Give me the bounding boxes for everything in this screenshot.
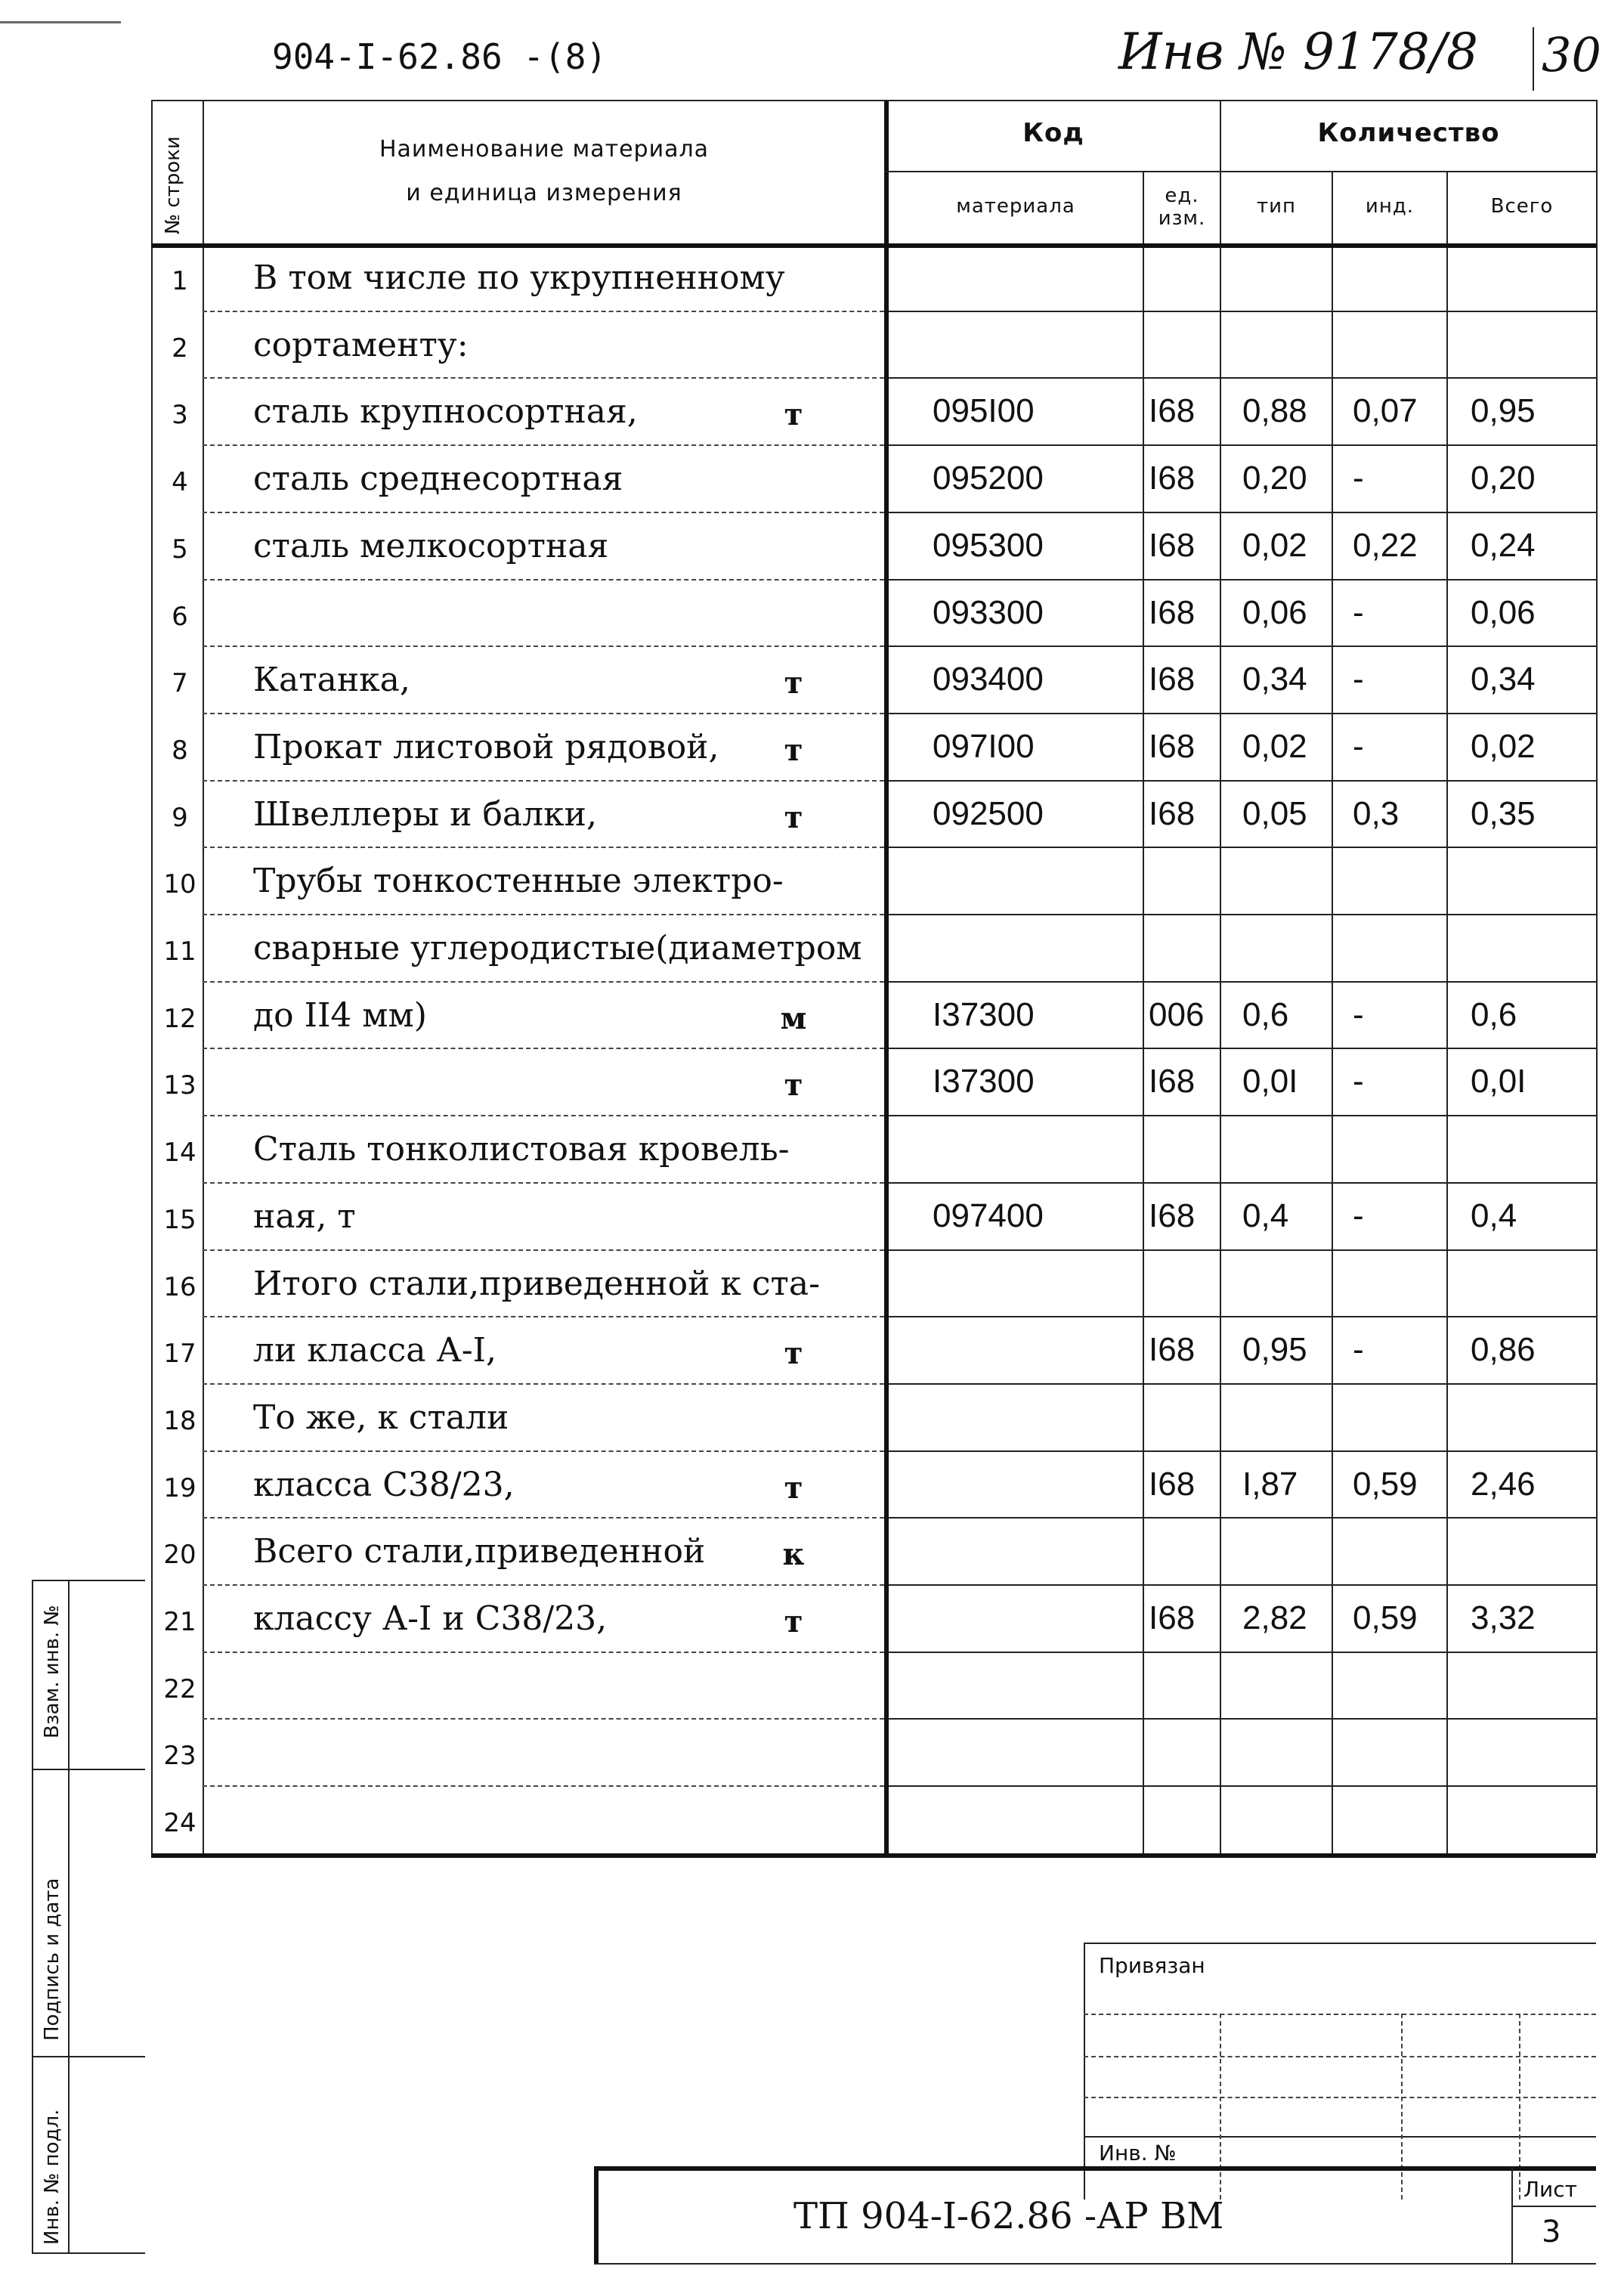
material-unit: к xyxy=(782,1537,805,1573)
ind-col-border xyxy=(1446,172,1448,1853)
material-name: классу А-I и С38/23, xyxy=(253,1599,608,1638)
header-qty-total: Всего xyxy=(1490,195,1554,218)
page-number: 30 xyxy=(1542,27,1601,82)
material-name: сварные углеродистые(диаметром xyxy=(253,929,862,967)
bound-divider-3 xyxy=(1519,2014,1520,2200)
qty-ind-cell: - xyxy=(1353,995,1364,1033)
qty-total-cell: 0,35 xyxy=(1471,794,1536,832)
header-code-unit-1: ед. xyxy=(1165,184,1199,207)
side-stamp-replace-inv: Взам. инв. № xyxy=(41,1605,63,1738)
row-divider-name xyxy=(203,1785,884,1787)
material-unit: т xyxy=(784,732,803,768)
document-title: ТП 904-I-62.86 -АР ВМ xyxy=(793,2195,1224,2237)
title-block-left xyxy=(594,2166,599,2265)
row-number: 13 xyxy=(163,1070,196,1101)
qty-total-cell: 0,34 xyxy=(1471,661,1536,698)
row-divider-name xyxy=(203,780,884,782)
unit-code-cell: I68 xyxy=(1149,794,1196,832)
bound-block-top xyxy=(1084,1943,1596,1944)
row-divider-name xyxy=(203,1115,884,1116)
material-name: Итого стали,приведенной к ста- xyxy=(253,1264,820,1303)
material-name: Всего стали,приведенной xyxy=(253,1532,706,1571)
row-divider-data xyxy=(889,645,1596,647)
row-divider-name xyxy=(203,311,884,312)
row-divider-name xyxy=(203,1450,884,1452)
qty-total-cell: 3,32 xyxy=(1471,1599,1536,1636)
qty-ind-cell: - xyxy=(1353,727,1364,765)
unit-code-cell: I68 xyxy=(1149,661,1196,698)
row-number: 9 xyxy=(172,802,188,833)
row-divider-data xyxy=(889,579,1596,580)
row-divider-data xyxy=(889,1182,1596,1184)
row-divider-name xyxy=(203,1584,884,1586)
page-number-divider xyxy=(1533,27,1534,91)
material-name: То же, к стали xyxy=(253,1398,509,1437)
material-unit: т xyxy=(784,1469,803,1506)
material-code-cell: 095200 xyxy=(933,460,1044,497)
row-number: 16 xyxy=(163,1271,196,1302)
row-number: 5 xyxy=(172,534,188,565)
side-stamp-right xyxy=(68,1580,70,2252)
row-divider-data xyxy=(889,311,1596,312)
row-divider-name xyxy=(203,1048,884,1049)
qty-total-cell: 0,0I xyxy=(1471,1063,1527,1101)
unit-code-cell: I68 xyxy=(1149,526,1196,564)
row-divider-data xyxy=(889,1718,1596,1720)
row-divider-data xyxy=(889,1652,1596,1653)
qty-total-cell: 0,95 xyxy=(1471,392,1536,430)
row-divider-name xyxy=(203,512,884,513)
row-divider-name xyxy=(203,713,884,714)
row-divider-data xyxy=(889,914,1596,915)
material-name: сталь крупносортная, xyxy=(253,392,638,432)
qty-total-cell: 0,02 xyxy=(1471,727,1536,765)
row-divider-data xyxy=(889,1785,1596,1787)
row-number: 18 xyxy=(163,1405,196,1436)
rownum-col-border xyxy=(203,100,204,1853)
inv-no-label: Инв. № xyxy=(1099,2141,1177,2166)
material-name: ная, т xyxy=(253,1197,356,1236)
tip-col-border xyxy=(1332,172,1333,1853)
row-divider-data xyxy=(889,780,1596,782)
sheet-divider xyxy=(1511,2166,1513,2263)
header-qty-ind: инд. xyxy=(1365,195,1415,218)
row-divider-data xyxy=(889,1048,1596,1049)
material-name: сортаменту: xyxy=(253,325,469,364)
material-unit: т xyxy=(784,1336,803,1372)
qty-type-cell: 0,4 xyxy=(1242,1197,1289,1234)
row-number: 6 xyxy=(172,601,188,632)
material-code-cell: 093400 xyxy=(933,661,1044,698)
material-unit: т xyxy=(784,1604,803,1639)
material-name: Сталь тонколистовая кровель- xyxy=(253,1130,790,1169)
bound-block-left xyxy=(1084,1943,1085,2200)
material-unit: т xyxy=(784,397,803,433)
row-divider-name xyxy=(203,914,884,915)
qty-total-cell: 2,46 xyxy=(1471,1465,1536,1503)
qty-total-cell: 0,4 xyxy=(1471,1197,1517,1234)
qty-type-cell: 2,82 xyxy=(1242,1599,1307,1636)
row-number: 14 xyxy=(163,1138,196,1169)
qty-type-cell: 0,20 xyxy=(1242,460,1307,497)
table-left-border xyxy=(151,100,153,1853)
material-name: Швеллеры и балки, xyxy=(253,794,597,834)
material-code-cell: 093300 xyxy=(933,593,1044,631)
material-name: до II4 мм) xyxy=(253,995,427,1035)
material-code-cell: 092500 xyxy=(933,794,1044,832)
header-quantity: Количество xyxy=(1317,118,1500,148)
material-code-cell: 097I00 xyxy=(933,727,1035,765)
qty-ind-cell: - xyxy=(1353,1063,1364,1101)
table-right-border xyxy=(1596,100,1598,1853)
qty-type-cell: 0,02 xyxy=(1242,727,1307,765)
sheet-label-line xyxy=(1511,2206,1596,2207)
sheet-label: Лист xyxy=(1523,2177,1577,2202)
material-name: В том числе по укрупненному xyxy=(253,259,785,297)
unit-code-cell: I68 xyxy=(1149,727,1196,765)
row-divider-data xyxy=(889,377,1596,379)
top-mark xyxy=(0,21,121,23)
qty-type-cell: 0,06 xyxy=(1242,593,1307,631)
material-name: Катанка, xyxy=(253,661,410,700)
row-number: 20 xyxy=(163,1540,196,1571)
row-divider-name xyxy=(203,1718,884,1720)
side-stamp-line-2 xyxy=(32,1769,145,1770)
material-name: ли класса А-I, xyxy=(253,1331,497,1370)
unit-code-cell: I68 xyxy=(1149,1465,1196,1503)
qty-ind-cell: 0,07 xyxy=(1353,392,1418,430)
unit-code-cell: I68 xyxy=(1149,392,1196,430)
table-bottom-border xyxy=(151,1853,1596,1858)
side-stamp-line-3 xyxy=(32,2056,145,2057)
material-name: Трубы тонкостенные электро- xyxy=(253,862,784,901)
material-name: класса С38/23, xyxy=(253,1465,515,1504)
row-number: 2 xyxy=(172,333,188,364)
row-number: 17 xyxy=(163,1339,196,1370)
material-name: сталь мелкосортная xyxy=(253,526,609,565)
row-divider-data xyxy=(889,847,1596,848)
qty-total-cell: 0,20 xyxy=(1471,460,1536,497)
row-divider-name xyxy=(203,847,884,848)
unit-code-cell: I68 xyxy=(1149,1599,1196,1636)
side-stamp-line-1 xyxy=(32,1580,145,1581)
row-number: 3 xyxy=(172,400,188,431)
qty-total-cell: 0,24 xyxy=(1471,526,1536,564)
row-number: 1 xyxy=(172,266,188,296)
unit-code-cell: I68 xyxy=(1149,460,1196,497)
row-divider-name xyxy=(203,444,884,446)
qty-type-cell: 0,05 xyxy=(1242,794,1307,832)
material-unit: т xyxy=(784,665,803,701)
code-col-border xyxy=(1143,172,1144,1853)
qty-ind-cell: 0,22 xyxy=(1353,526,1418,564)
material-code-cell: 095300 xyxy=(933,526,1044,564)
row-number: 12 xyxy=(163,1003,196,1034)
row-number: 23 xyxy=(163,1741,196,1772)
material-name: сталь среднесортная xyxy=(253,460,623,499)
row-divider-name xyxy=(203,1652,884,1653)
row-divider-name xyxy=(203,645,884,647)
unit-code-cell: I68 xyxy=(1149,1063,1196,1101)
row-divider-name xyxy=(203,1383,884,1385)
row-divider-name xyxy=(203,377,884,379)
row-divider-data xyxy=(889,713,1596,714)
side-stamp-signature: Подпись и дата xyxy=(41,1878,63,2041)
header-code-unit-2: изм. xyxy=(1158,207,1206,230)
unit-code-cell: I68 xyxy=(1149,593,1196,631)
name-col-border xyxy=(884,100,889,1853)
material-unit: т xyxy=(784,799,803,835)
row-divider-data xyxy=(889,512,1596,513)
row-divider-data xyxy=(889,1584,1596,1586)
unit-code-cell: 006 xyxy=(1149,995,1205,1033)
material-code-cell: 095I00 xyxy=(933,392,1035,430)
material-code-cell: I37300 xyxy=(933,1063,1035,1101)
material-unit: м xyxy=(780,1000,807,1036)
header-name-line1: Наименование материала xyxy=(379,136,710,163)
header-qty-type: тип xyxy=(1256,195,1297,218)
qty-type-cell: 0,6 xyxy=(1242,995,1289,1033)
row-divider-data xyxy=(889,1517,1596,1518)
row-number: 4 xyxy=(172,467,188,498)
qty-type-cell: 0,34 xyxy=(1242,661,1307,698)
qty-type-cell: 0,0I xyxy=(1242,1063,1298,1101)
row-divider-data xyxy=(889,981,1596,983)
row-divider-data xyxy=(889,1249,1596,1251)
qty-type-cell: 0,02 xyxy=(1242,526,1307,564)
material-name: Прокат листовой рядовой, xyxy=(253,727,719,766)
unit-code-cell: I68 xyxy=(1149,1331,1196,1369)
bound-divider-1 xyxy=(1220,2014,1221,2200)
qty-total-cell: 0,06 xyxy=(1471,593,1536,631)
row-divider-data xyxy=(889,1383,1596,1385)
header-code-material: материала xyxy=(956,195,1075,218)
qty-ind-cell: - xyxy=(1353,1331,1364,1369)
side-stamp-original-inv: Инв. № подл. xyxy=(41,2109,63,2245)
qty-ind-cell: - xyxy=(1353,593,1364,631)
qty-type-cell: I,87 xyxy=(1242,1465,1298,1503)
side-stamp-left xyxy=(32,1580,33,2252)
row-number: 19 xyxy=(163,1472,196,1503)
qty-ind-cell: - xyxy=(1353,460,1364,497)
side-stamp-line-4 xyxy=(32,2252,145,2254)
header-code: Код xyxy=(1022,118,1084,148)
unit-col-border xyxy=(1220,100,1221,1853)
qty-ind-cell: 0,59 xyxy=(1353,1599,1418,1636)
row-number: 7 xyxy=(172,668,188,699)
sheet-number: 3 xyxy=(1542,2215,1561,2249)
row-divider-name xyxy=(203,1517,884,1518)
qty-type-cell: 0,95 xyxy=(1242,1331,1307,1369)
row-number: 10 xyxy=(163,869,196,900)
row-divider-name xyxy=(203,1182,884,1184)
material-unit: т xyxy=(784,1067,803,1104)
row-number: 8 xyxy=(172,735,188,766)
inventory-number: Инв № 9178/8 xyxy=(1118,23,1479,81)
qty-ind-cell: 0,59 xyxy=(1353,1465,1418,1503)
header-bottom-border xyxy=(151,243,1596,248)
material-code-cell: I37300 xyxy=(933,995,1035,1033)
header-name-line2: и единица измерения xyxy=(406,180,682,206)
row-number: 24 xyxy=(163,1808,196,1839)
qty-total-cell: 0,6 xyxy=(1471,995,1517,1033)
row-divider-name xyxy=(203,1249,884,1251)
row-number: 22 xyxy=(163,1673,196,1704)
title-block-bottom xyxy=(594,2263,1596,2265)
unit-code-cell: I68 xyxy=(1149,1197,1196,1234)
row-divider-data xyxy=(889,1450,1596,1452)
qty-type-cell: 0,88 xyxy=(1242,392,1307,430)
row-divider-name xyxy=(203,1316,884,1317)
table-top-border xyxy=(151,100,1596,101)
header-split-line xyxy=(884,171,1596,172)
qty-ind-cell: - xyxy=(1353,661,1364,698)
row-divider-data xyxy=(889,1115,1596,1116)
row-divider-name xyxy=(203,579,884,580)
doc-code: 904-I-62.86 -(8) xyxy=(272,36,608,77)
row-number: 15 xyxy=(163,1204,196,1235)
bound-label: Привязан xyxy=(1099,1953,1205,1978)
row-divider-name xyxy=(203,981,884,983)
qty-ind-cell: - xyxy=(1353,1197,1364,1234)
qty-total-cell: 0,86 xyxy=(1471,1331,1536,1369)
material-code-cell: 097400 xyxy=(933,1197,1044,1234)
title-block-top xyxy=(594,2166,1596,2171)
row-number: 11 xyxy=(163,936,196,967)
row-divider-data xyxy=(889,1316,1596,1317)
header-rownum: № строки xyxy=(162,136,184,234)
row-divider-data xyxy=(889,444,1596,446)
qty-ind-cell: 0,3 xyxy=(1353,794,1400,832)
bound-divider-2 xyxy=(1401,2014,1403,2200)
row-number: 21 xyxy=(163,1607,196,1637)
